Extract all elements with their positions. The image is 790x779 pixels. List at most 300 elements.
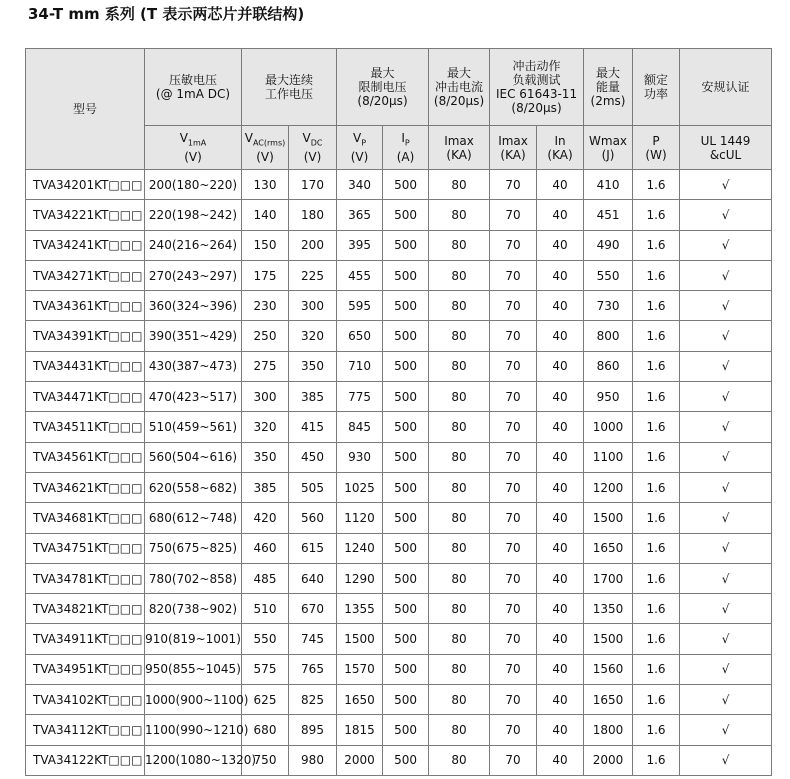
- value-cell: √: [680, 472, 772, 502]
- value-cell: 80: [429, 745, 490, 775]
- value-cell: 1700: [584, 563, 633, 593]
- value-cell: 500: [383, 442, 429, 472]
- value-cell: 730: [584, 291, 633, 321]
- value-cell: 510: [242, 594, 289, 624]
- value-cell: 500: [383, 291, 429, 321]
- value-cell: 950(855~1045): [145, 654, 242, 684]
- value-cell: √: [680, 230, 772, 260]
- value-cell: 70: [490, 685, 537, 715]
- unit-symbol-main: V: [302, 130, 311, 145]
- value-cell: 70: [490, 200, 537, 230]
- value-cell: 800: [584, 321, 633, 351]
- unit-symbol: [244, 130, 286, 148]
- table-row: [26, 715, 772, 745]
- value-cell: 390(351~429): [145, 321, 242, 351]
- value-cell: 750(675~825): [145, 533, 242, 563]
- header-unit-cell: [145, 126, 242, 170]
- value-cell: 220(198~242): [145, 200, 242, 230]
- header-max-surge-current: 最大 冲击电流 (8/20μs): [429, 49, 490, 126]
- value-cell: 230: [242, 291, 289, 321]
- value-cell: 350: [289, 351, 337, 381]
- table-row: [26, 594, 772, 624]
- value-cell: 500: [383, 260, 429, 290]
- value-cell: 1500: [584, 624, 633, 654]
- unit-symbol-sub: P: [361, 138, 367, 148]
- value-cell: 70: [490, 442, 537, 472]
- value-cell: 40: [537, 503, 584, 533]
- header-model: 型号: [26, 49, 145, 170]
- value-cell: 70: [490, 533, 537, 563]
- value-cell: 80: [429, 412, 490, 442]
- value-cell: 1.6: [633, 624, 680, 654]
- value-cell: 40: [537, 442, 584, 472]
- value-cell: 70: [490, 412, 537, 442]
- value-cell: 680(612~748): [145, 503, 242, 533]
- value-cell: 650: [337, 321, 383, 351]
- value-cell: 80: [429, 654, 490, 684]
- unit-symbol: [652, 134, 659, 148]
- value-cell: 710: [337, 351, 383, 381]
- unit-symbol-main: Wmax: [589, 133, 628, 148]
- value-cell: 1025: [337, 472, 383, 502]
- header-unit-cell: [633, 126, 680, 170]
- table-row: [26, 170, 772, 200]
- value-cell: 895: [289, 715, 337, 745]
- value-cell: 575: [242, 654, 289, 684]
- value-cell: 240(216~264): [145, 230, 242, 260]
- value-cell: 550: [242, 624, 289, 654]
- value-cell: 385: [242, 472, 289, 502]
- header-unit-cell: [242, 126, 289, 170]
- value-cell: 1560: [584, 654, 633, 684]
- value-cell: 500: [383, 654, 429, 684]
- value-cell: 40: [537, 624, 584, 654]
- value-cell: 500: [383, 624, 429, 654]
- value-cell: 40: [537, 260, 584, 290]
- unit-symbol: [302, 130, 323, 148]
- table-body: [26, 170, 772, 776]
- value-cell: 200: [289, 230, 337, 260]
- value-cell: 500: [383, 351, 429, 381]
- value-cell: 1100(990~1210): [145, 715, 242, 745]
- header-unit-cell: [584, 126, 633, 170]
- value-cell: 745: [289, 624, 337, 654]
- value-cell: 80: [429, 230, 490, 260]
- value-cell: 80: [429, 442, 490, 472]
- unit-symbol: [401, 130, 410, 148]
- value-cell: 275: [242, 351, 289, 381]
- model-cell: TVA34112KT□□□: [26, 715, 145, 745]
- value-cell: 70: [490, 472, 537, 502]
- table-row: [26, 563, 772, 593]
- value-cell: 1.6: [633, 412, 680, 442]
- value-cell: 2000: [337, 745, 383, 775]
- value-cell: 500: [383, 170, 429, 200]
- unit-label: (KA): [446, 147, 472, 162]
- value-cell: 500: [383, 563, 429, 593]
- value-cell: 765: [289, 654, 337, 684]
- model-cell: TVA34681KT□□□: [26, 503, 145, 533]
- header-unit-cell: [680, 126, 772, 170]
- value-cell: 1100: [584, 442, 633, 472]
- value-cell: 140: [242, 200, 289, 230]
- value-cell: √: [680, 503, 772, 533]
- value-cell: 451: [584, 200, 633, 230]
- header-unit-cell: [289, 126, 337, 170]
- value-cell: 415: [289, 412, 337, 442]
- value-cell: 500: [383, 412, 429, 442]
- value-cell: 820(738~902): [145, 594, 242, 624]
- value-cell: √: [680, 624, 772, 654]
- value-cell: 250: [242, 321, 289, 351]
- value-cell: 1355: [337, 594, 383, 624]
- value-cell: 410: [584, 170, 633, 200]
- value-cell: 2000: [584, 745, 633, 775]
- unit-symbol-sub: AC(rms): [252, 138, 286, 148]
- value-cell: √: [680, 563, 772, 593]
- value-cell: 360(324~396): [145, 291, 242, 321]
- model-cell: TVA34391KT□□□: [26, 321, 145, 351]
- table-row: [26, 654, 772, 684]
- value-cell: 1.6: [633, 745, 680, 775]
- header-unit-cell: [490, 126, 537, 170]
- value-cell: 505: [289, 472, 337, 502]
- value-cell: 670: [289, 594, 337, 624]
- unit-symbol-main: V: [244, 130, 253, 145]
- value-cell: 750: [242, 745, 289, 775]
- value-cell: 1.6: [633, 230, 680, 260]
- value-cell: √: [680, 745, 772, 775]
- value-cell: 1650: [584, 533, 633, 563]
- value-cell: 40: [537, 170, 584, 200]
- header-unit-cell: [537, 126, 584, 170]
- unit-symbol-sub: P: [404, 138, 410, 148]
- value-cell: 500: [383, 321, 429, 351]
- value-cell: 40: [537, 291, 584, 321]
- value-cell: 70: [490, 624, 537, 654]
- value-cell: 350: [242, 442, 289, 472]
- table-row: [26, 533, 772, 563]
- value-cell: 640: [289, 563, 337, 593]
- value-cell: 1120: [337, 503, 383, 533]
- value-cell: 80: [429, 260, 490, 290]
- value-cell: 780(702~858): [145, 563, 242, 593]
- value-cell: 40: [537, 685, 584, 715]
- model-cell: TVA34102KT□□□: [26, 685, 145, 715]
- value-cell: 40: [537, 533, 584, 563]
- model-cell: TVA34911KT□□□: [26, 624, 145, 654]
- value-cell: 1.6: [633, 472, 680, 502]
- value-cell: 775: [337, 382, 383, 412]
- value-cell: 1000(900~1100): [145, 685, 242, 715]
- value-cell: √: [680, 715, 772, 745]
- value-cell: 70: [490, 563, 537, 593]
- value-cell: √: [680, 533, 772, 563]
- value-cell: 80: [429, 472, 490, 502]
- value-cell: 1.6: [633, 382, 680, 412]
- unit-symbol-main: In: [554, 133, 566, 148]
- table-row: [26, 503, 772, 533]
- value-cell: 450: [289, 442, 337, 472]
- value-cell: 1500: [584, 503, 633, 533]
- value-cell: √: [680, 170, 772, 200]
- table-row: [26, 624, 772, 654]
- model-cell: TVA34951KT□□□: [26, 654, 145, 684]
- value-cell: √: [680, 594, 772, 624]
- value-cell: 70: [490, 715, 537, 745]
- unit-symbol-main: Imax: [444, 133, 474, 148]
- value-cell: √: [680, 654, 772, 684]
- value-cell: 500: [383, 685, 429, 715]
- value-cell: 40: [537, 382, 584, 412]
- value-cell: 490: [584, 230, 633, 260]
- value-cell: 500: [383, 533, 429, 563]
- value-cell: 80: [429, 382, 490, 412]
- value-cell: √: [680, 382, 772, 412]
- model-cell: TVA34201KT□□□: [26, 170, 145, 200]
- value-cell: 1650: [584, 685, 633, 715]
- value-cell: 40: [537, 745, 584, 775]
- value-cell: 70: [490, 503, 537, 533]
- value-cell: 680: [242, 715, 289, 745]
- value-cell: 40: [537, 472, 584, 502]
- value-cell: 225: [289, 260, 337, 290]
- value-cell: 1.6: [633, 442, 680, 472]
- value-cell: 1.6: [633, 594, 680, 624]
- value-cell: 1.6: [633, 685, 680, 715]
- model-cell: TVA34221KT□□□: [26, 200, 145, 230]
- value-cell: 510(459~561): [145, 412, 242, 442]
- header-surge-load-test: 冲击动作 负载测试 IEC 61643-11 (8/20μs): [490, 49, 584, 126]
- value-cell: 430(387~473): [145, 351, 242, 381]
- header-max-clamping-voltage: 最大 限制电压 (8/20μs): [337, 49, 429, 126]
- value-cell: 1570: [337, 654, 383, 684]
- value-cell: 1.6: [633, 563, 680, 593]
- header-safety-certification: 安规认证: [680, 49, 772, 126]
- value-cell: 80: [429, 200, 490, 230]
- value-cell: 500: [383, 715, 429, 745]
- table-row: [26, 382, 772, 412]
- unit-label: (KA): [547, 147, 573, 162]
- value-cell: 470(423~517): [145, 382, 242, 412]
- value-cell: 1.6: [633, 503, 680, 533]
- value-cell: 500: [383, 745, 429, 775]
- value-cell: 320: [289, 321, 337, 351]
- header-unit-cell: [383, 126, 429, 170]
- value-cell: 1.6: [633, 200, 680, 230]
- unit-label: (KA): [500, 147, 526, 162]
- header-rated-power: 额定 功率: [633, 49, 680, 126]
- value-cell: √: [680, 442, 772, 472]
- value-cell: 70: [490, 382, 537, 412]
- table-row: [26, 260, 772, 290]
- value-cell: √: [680, 351, 772, 381]
- table-row: [26, 351, 772, 381]
- model-cell: TVA34431KT□□□: [26, 351, 145, 381]
- value-cell: 980: [289, 745, 337, 775]
- model-cell: TVA34122KT□□□: [26, 745, 145, 775]
- value-cell: 80: [429, 594, 490, 624]
- value-cell: 70: [490, 594, 537, 624]
- value-cell: 1.6: [633, 715, 680, 745]
- value-cell: 1.6: [633, 170, 680, 200]
- value-cell: 70: [490, 745, 537, 775]
- header-unit-cell: [337, 126, 383, 170]
- value-cell: 455: [337, 260, 383, 290]
- value-cell: 170: [289, 170, 337, 200]
- value-cell: 1650: [337, 685, 383, 715]
- unit-label: (W): [645, 147, 667, 162]
- value-cell: 1815: [337, 715, 383, 745]
- value-cell: 1.6: [633, 351, 680, 381]
- value-cell: 40: [537, 594, 584, 624]
- model-cell: TVA34821KT□□□: [26, 594, 145, 624]
- value-cell: 40: [537, 321, 584, 351]
- value-cell: 420: [242, 503, 289, 533]
- value-cell: 1800: [584, 715, 633, 745]
- value-cell: 845: [337, 412, 383, 442]
- value-cell: 40: [537, 200, 584, 230]
- unit-symbol: [444, 134, 474, 148]
- spec-table: [25, 48, 772, 776]
- model-cell: TVA34621KT□□□: [26, 472, 145, 502]
- value-cell: 1.6: [633, 654, 680, 684]
- table-header: [26, 49, 772, 170]
- value-cell: √: [680, 260, 772, 290]
- header-varistor-voltage: 压敏电压 (@ 1mA DC): [145, 49, 242, 126]
- unit-symbol: [498, 134, 528, 148]
- value-cell: 70: [490, 230, 537, 260]
- value-cell: 500: [383, 594, 429, 624]
- unit-symbol-main: P: [652, 133, 660, 148]
- value-cell: √: [680, 321, 772, 351]
- value-cell: 485: [242, 563, 289, 593]
- value-cell: 300: [289, 291, 337, 321]
- value-cell: 1240: [337, 533, 383, 563]
- unit-label: (A): [396, 150, 415, 165]
- value-cell: 70: [490, 321, 537, 351]
- value-cell: 175: [242, 260, 289, 290]
- value-cell: 550: [584, 260, 633, 290]
- table-row: [26, 321, 772, 351]
- value-cell: 595: [337, 291, 383, 321]
- value-cell: √: [680, 685, 772, 715]
- model-cell: TVA34781KT□□□: [26, 563, 145, 593]
- value-cell: 40: [537, 351, 584, 381]
- value-cell: 80: [429, 624, 490, 654]
- value-cell: 1200(1080~1320): [145, 745, 242, 775]
- table-row: [26, 745, 772, 775]
- value-cell: 40: [537, 715, 584, 745]
- unit-label: (V): [256, 150, 274, 165]
- value-cell: 320: [242, 412, 289, 442]
- unit-symbol: [352, 130, 367, 148]
- value-cell: 620(558~682): [145, 472, 242, 502]
- value-cell: 1000: [584, 412, 633, 442]
- value-cell: 1.6: [633, 533, 680, 563]
- unit-symbol-sub: 1mA: [187, 138, 207, 148]
- value-cell: 860: [584, 351, 633, 381]
- value-cell: 270(243~297): [145, 260, 242, 290]
- value-cell: 930: [337, 442, 383, 472]
- value-cell: √: [680, 200, 772, 230]
- table-row: [26, 442, 772, 472]
- unit-symbol-main: Imax: [498, 133, 528, 148]
- unit-symbol-main: V: [352, 130, 362, 145]
- value-cell: 560: [289, 503, 337, 533]
- table-row: [26, 472, 772, 502]
- value-cell: √: [680, 291, 772, 321]
- unit-label: (V): [350, 150, 369, 165]
- value-cell: 1.6: [633, 291, 680, 321]
- value-cell: 40: [537, 412, 584, 442]
- value-cell: 40: [537, 654, 584, 684]
- value-cell: 80: [429, 715, 490, 745]
- table-row: [26, 412, 772, 442]
- unit-symbol-main: V: [179, 130, 188, 145]
- model-cell: TVA34511KT□□□: [26, 412, 145, 442]
- value-cell: 615: [289, 533, 337, 563]
- table-row: [26, 200, 772, 230]
- value-cell: 70: [490, 654, 537, 684]
- page-title: 34-T mm 系列 (T 表示两芯片并联结构): [28, 5, 305, 23]
- value-cell: 500: [383, 503, 429, 533]
- unit-label: (V): [184, 150, 202, 165]
- value-cell: 200(180~220): [145, 170, 242, 200]
- value-cell: 70: [490, 260, 537, 290]
- value-cell: 80: [429, 351, 490, 381]
- unit-label: &cUL: [709, 147, 742, 162]
- table-row: [26, 230, 772, 260]
- value-cell: 1200: [584, 472, 633, 502]
- unit-symbol: [589, 134, 627, 148]
- value-cell: 560(504~616): [145, 442, 242, 472]
- value-cell: 70: [490, 351, 537, 381]
- value-cell: 150: [242, 230, 289, 260]
- value-cell: 825: [289, 685, 337, 715]
- value-cell: 365: [337, 200, 383, 230]
- value-cell: 80: [429, 170, 490, 200]
- unit-symbol-main: UL 1449: [700, 133, 751, 148]
- table-row: [26, 685, 772, 715]
- model-cell: TVA34471KT□□□: [26, 382, 145, 412]
- value-cell: 460: [242, 533, 289, 563]
- unit-symbol-main: I: [401, 130, 405, 145]
- model-cell: TVA34241KT□□□: [26, 230, 145, 260]
- model-cell: TVA34561KT□□□: [26, 442, 145, 472]
- unit-symbol: [701, 134, 751, 148]
- model-cell: TVA34361KT□□□: [26, 291, 145, 321]
- value-cell: 1500: [337, 624, 383, 654]
- header-max-energy: 最大 能量 (2ms): [584, 49, 633, 126]
- unit-symbol: [179, 130, 207, 148]
- value-cell: 340: [337, 170, 383, 200]
- value-cell: 80: [429, 563, 490, 593]
- unit-label: (J): [601, 147, 615, 162]
- value-cell: 1290: [337, 563, 383, 593]
- value-cell: 385: [289, 382, 337, 412]
- header-max-continuous-voltage: 最大连续 工作电压: [242, 49, 337, 126]
- value-cell: 70: [490, 291, 537, 321]
- value-cell: 130: [242, 170, 289, 200]
- value-cell: 950: [584, 382, 633, 412]
- unit-symbol-sub: DC: [310, 138, 323, 148]
- header-row-groups: [26, 49, 772, 126]
- value-cell: 1.6: [633, 321, 680, 351]
- value-cell: 1.6: [633, 260, 680, 290]
- value-cell: 500: [383, 382, 429, 412]
- model-cell: TVA34751KT□□□: [26, 533, 145, 563]
